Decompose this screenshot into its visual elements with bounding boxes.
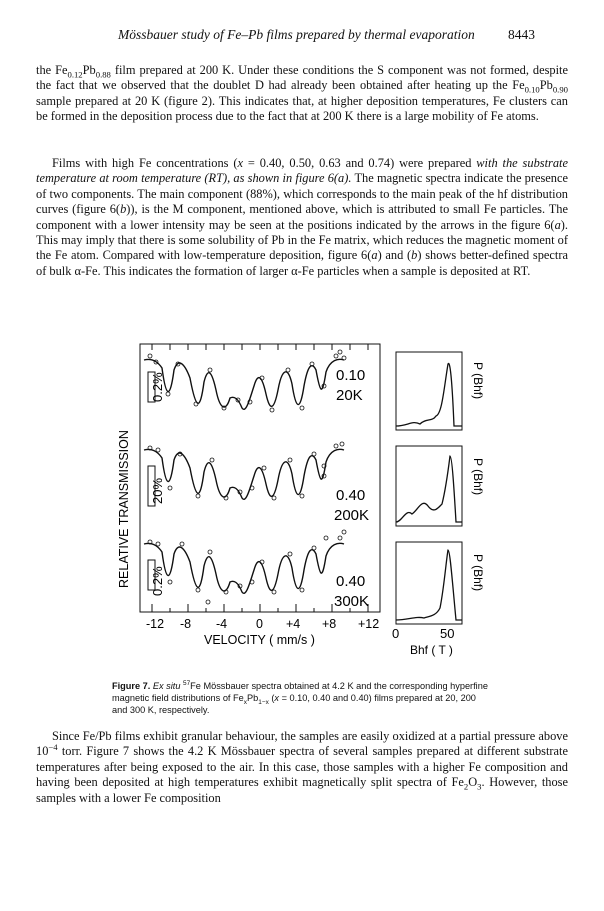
dist-xtick-50: 50 (440, 626, 455, 641)
x-tick-3: -4 (216, 617, 228, 631)
x-tick-4: 0 (256, 617, 263, 631)
spectrum-3-curve (144, 543, 344, 593)
paragraph-2: Films with high Fe concentrations (x = 0.40, 0.50, 0.63 and 0.74) were prepared with the substrate temperature at room temperature (RT), as shown in figure 6(a). The magnetic spectra indicate the presence of two components. The main component (88%), which corresponds to the main peak of the hf distribution curves (figure 6(b)), is the M component, mentioned above, which is attributed to small Fe particles. The component with a lower intensity may be seen at the positions indicated by the arrows in the figure 6(a). This may imply that there is some solubility of Pb in the Fe matrix, which reduces the magnetic moment of the Fe atom. Compared with low-temperature deposition, figure 6(a) and (b) shows better-defined spectra of bulk α-Fe. This indicates the formation of larger α-Fe particles when a sample is deposited at RT. (36, 156, 568, 278)
dist-ylabel-1: P (Bhf) (471, 362, 485, 400)
page-number: 8443 (508, 27, 535, 42)
page-header (0, 27, 604, 47)
x-tick-7: +12 (358, 617, 380, 631)
caption-label: Figure 7. (112, 681, 151, 691)
temp-label-3: 300K (334, 593, 370, 610)
paragraph-3: Since Fe/Pb films exhibit granular behaviour, the samples are easily oxidized at a partial pressure above $10^{-4}$ torr. Figure 7 shows the 4.2 K Mössbauer spectra of several samples prepared at different substrate temperatures after being exposed to the air. In this case, those samples with a higher Fe composition and having been deposited at high temperatures exhibit magnetically split spectra of $Fe_2O_3$. However, those samples with a lower Fe composition (36, 729, 568, 805)
scale-label-3: 0.2% (150, 566, 165, 596)
top-ticks (152, 344, 368, 350)
x-tick-2: -8 (180, 617, 192, 631)
x-tick-1: -12 (146, 617, 165, 631)
dist-xtick-0: 0 (392, 626, 400, 641)
scale-label-1: 0.2% (150, 372, 165, 402)
dist-xlabel: Bhf ( T ) (410, 643, 453, 657)
distribution-panel-2 (396, 446, 462, 526)
spectrum-1-curve (144, 359, 344, 409)
x-tick-5: +4 (286, 617, 301, 631)
x-label-1: 0.10 (336, 367, 366, 384)
caption-text: Ex situ $^{57}$Fe Mössbauer spectra obtained at 4.2 K and the corresponding hyperfine magnetic field distributions of $Fe_xPb_{1-x}$ (x = 0.10, 0.40 and 0.40) films prepared at 20, 200 and 300 K, respectively. (112, 679, 488, 715)
spectrum-2-curve (144, 449, 344, 499)
x-tick-6: +8 (322, 617, 337, 631)
running-title: Mössbauer study of Fe–Pb films prepared by thermal evaporation (118, 27, 475, 42)
spectrum-2-points (148, 442, 344, 500)
distribution-panel-1 (396, 352, 462, 430)
spectra-frame (140, 344, 380, 612)
scale-label-2: 20% (150, 477, 165, 504)
x-label-2: 0.40 (336, 487, 366, 504)
y-axis-label: RELATIVE TRANSMISSION (117, 430, 131, 588)
figure-caption (112, 680, 492, 716)
temp-label-1: 20K (336, 387, 363, 404)
spectrum-3-points (148, 530, 346, 604)
paragraph-1: the $Fe_{0.12}Pb_{0.88}$ film prepared at 200 K. Under these conditions the S component was not formed, despite the fact that we observed that the doublet D had already been obtained after heating up the $Fe_{0.10}Pb_{0.90}$ sample prepared at 20 K (figure 2). This indicates that, at higher deposition temperatures, Fe clusters can be formed in the deposition process due to the fact that at 200 K there is a large mobility of Fe atoms. (36, 63, 568, 124)
distribution-panel-3 (396, 542, 462, 624)
x-label-3: 0.40 (336, 573, 366, 590)
figure-7-svg (112, 338, 512, 658)
spectrum-1-points (148, 350, 346, 412)
figure-7 (112, 338, 512, 658)
temp-label-2: 200K (334, 507, 370, 524)
x-axis-label: VELOCITY ( mm/s ) (204, 633, 315, 647)
dist-ylabel-2: P (Bhf) (471, 458, 485, 496)
dist-ylabel-3: P (Bhf) (471, 554, 485, 592)
